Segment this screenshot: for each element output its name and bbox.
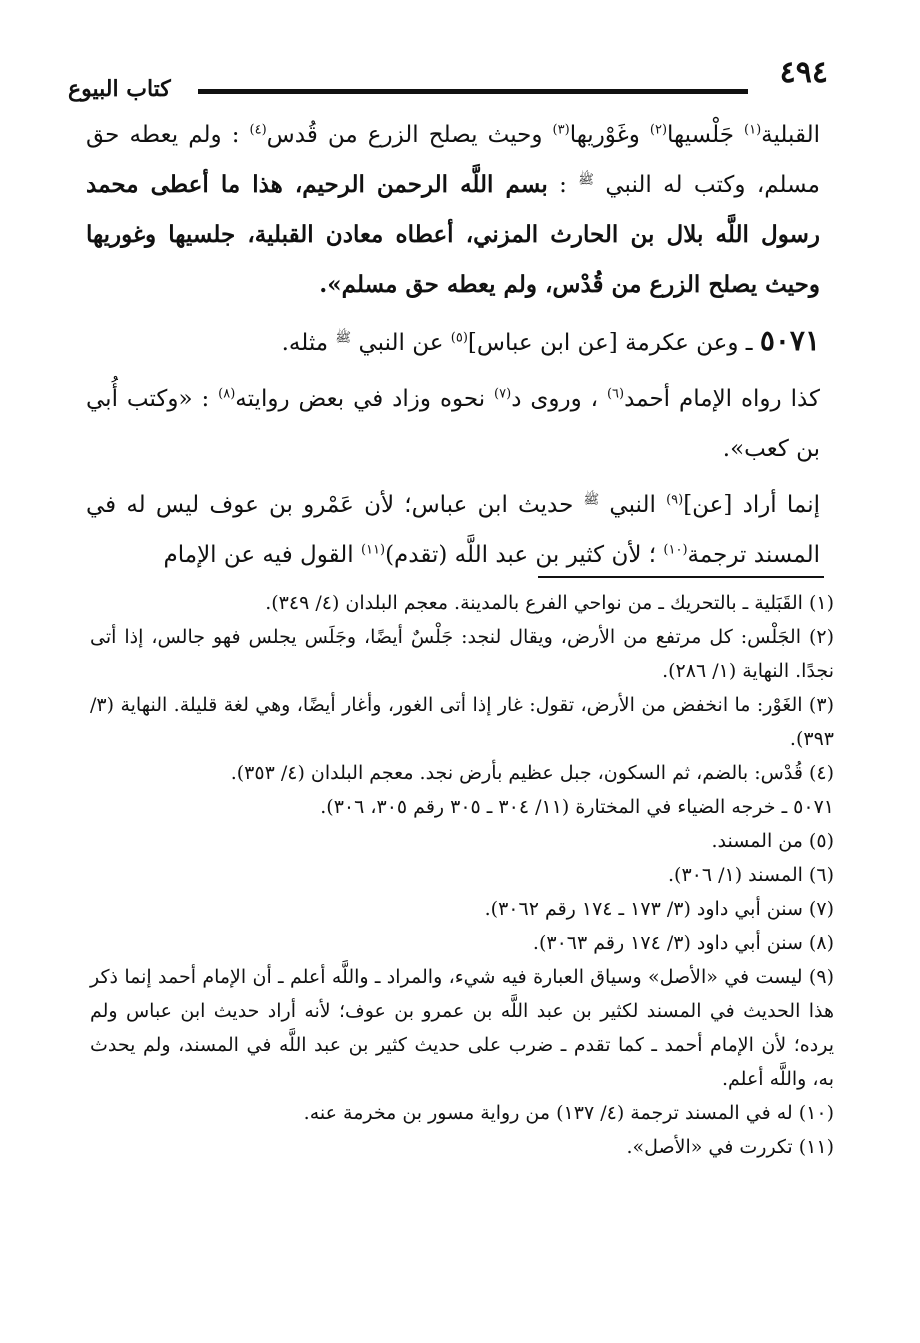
header-rule	[198, 89, 748, 94]
hadith-number: ٥٠٧١	[759, 324, 820, 357]
footnote-4: (٤) قُدْس: بالضم، ثم السكون، جبل عظيم بأرض نجد. معجم البلدان (٤/ ٣٥٣).	[230, 762, 834, 784]
footnote-7: (٧) سنن أبي داود (٣/ ١٧٣ ـ ١٧٤ رقم ٣٠٦٢).	[484, 898, 834, 920]
book-title: كتاب البيوع	[68, 76, 171, 102]
footnote-ref: (٧)	[494, 386, 512, 402]
footnote-3: (٣) الغَوْر: ما انخفض من الأرض، تقول: غار إذا أتى الغور، وأغار أيضًا، وهي لغة قليلة. النهاية (٣/ ٣٩٣).	[90, 694, 834, 750]
footnote-11: (١١) تكررت في «الأصل».	[626, 1136, 834, 1158]
paragraph-commentary: إنما أراد [عن]$^{(٩)}$ النبي $^ﷺ$ حديث ابن عباس؛ لأن عَمْرو بن عوف ليس له في المسند ترجمة$^{(١٠)}$ ؛ لأن كثير بن عبد اللَّه (تقدم)$^{(١١)}$ القول فيه عن الإمام	[86, 492, 820, 568]
salutation-glyph: ﷺ	[578, 172, 594, 188]
grant-letter-text: بسم اللَّه الرحمن الرحيم، هذا ما أعطى محمد رسول اللَّه بلال بن الحارث المزني، أعطاه معادن القبلية، جلسيها وغوريها وحيث يصلح الزرع من قُدْس، ولم يعطه حق مسلم».	[86, 171, 820, 298]
footnote-6: (٦) المسند (١/ ٣٠٦).	[667, 864, 834, 886]
footnotes	[90, 586, 834, 1164]
footnote-ref: (٦)	[606, 386, 625, 402]
footnote-ref: (٨)	[218, 386, 236, 402]
footnote-separator	[538, 576, 824, 578]
main-text	[86, 110, 820, 580]
paragraph-grant-text: القبلية$^{(١)}$ جَلْسيها$^{(٢)}$ وغَوْريها$^{(٣)}$ وحيث يصلح الزرع من قُدس$^{(٤)}$ : ولم يعطه حق مسلم، وكتب له النبي $^ﷺ$ : بسم اللَّه الرحمن الرحيم، هذا ما أعطى محمد رسول اللَّه بلال بن الحارث المزني، أعطاه معادن القبلية، جلسيها وغوريها وحيث يصلح الزرع من قُدْس، ولم يعطه حق مسلم».	[86, 122, 821, 298]
footnote-1: (١) القَبَلية ـ بالتحريك ـ من نواحي الفرع بالمدينة. معجم البلدان (٤/ ٣٤٩).	[265, 592, 834, 614]
paragraph-narration: كذا رواه الإمام أحمد$^{(٦)}$ ، وروى د$^{(٧)}$ نحوه وزاد في بعض روايته$^{(٨)}$ : «وكتب أُبي بن كعب».	[86, 386, 820, 462]
footnote-9: (٩) ليست في «الأصل» وسياق العبارة فيه شيء، والمراد ـ واللَّه أعلم ـ أن الإمام أحمد إنما ذكر هذا الحديث في المسند لكثير بن عبد اللَّه بن عمرو بن عوف؛ لأنه أراد حديث ابن عباس ولم يرده؛ لأن الإمام أحمد ـ كما تقدم ـ ضرب على حديث كثير بن عبد اللَّه في المسند، ولم يحدث به، واللَّه أعلم.	[90, 966, 834, 1090]
hadith-5071: ٥٠٧١ ـ وعن عكرمة [عن ابن عباس]$^{(٥)}$ عن النبي $^ﷺ$ مثله.	[281, 324, 820, 357]
footnote-ref: (٩)	[666, 492, 684, 508]
footnote-ref: (٢)	[649, 122, 668, 138]
footnote-ref: (٣)	[552, 122, 570, 138]
footnote-2: (٢) الجَلْس: كل مرتفع من الأرض، ويقال لنجد: جَلْسٌ أيضًا، وجَلَس يجلس فهو جالس، إذا أتى نجدًا. النهاية (١/ ٢٨٦).	[90, 626, 834, 682]
footnote-ref: (١١)	[360, 542, 386, 558]
footnote-ref: (٥)	[450, 330, 468, 346]
page-number: ٤٩٤	[779, 55, 828, 90]
running-header	[68, 52, 828, 102]
salutation-glyph: ﷺ	[335, 330, 352, 346]
footnote-5: (٥) من المسند.	[711, 830, 834, 852]
footnote-10: (١٠) له في المسند ترجمة (٤/ ١٣٧) من رواية مسور بن مخرمة عنه.	[303, 1102, 834, 1124]
footnote-ref: (١)	[744, 122, 762, 138]
footnote-ref: (١٠)	[663, 542, 688, 558]
footnote-8: (٨) سنن أبي داود (٣/ ١٧٤ رقم ٣٠٦٣).	[532, 932, 834, 954]
footnote-5071: ٥٠٧١ ـ خرجه الضياء في المختارة (١١/ ٣٠٤ ـ ٣٠٥ رقم ٣٠٥، ٣٠٦).	[320, 796, 834, 818]
footnote-ref: (٤)	[249, 122, 267, 138]
salutation-glyph: ﷺ	[583, 492, 600, 508]
